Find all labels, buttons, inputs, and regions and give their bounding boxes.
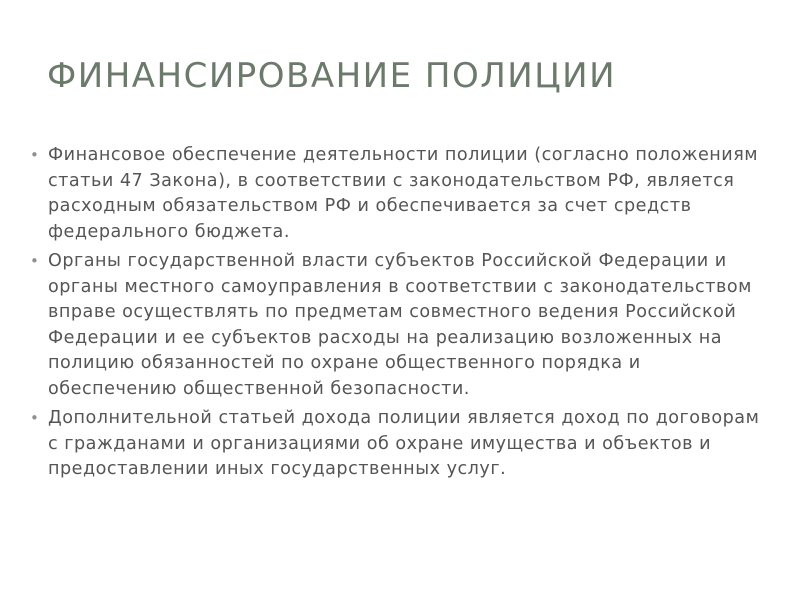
bullet-item bbox=[30, 249, 765, 402]
bullet-item bbox=[30, 143, 765, 245]
bullet-text: Финансовое обеспечение деятельности полиции (согласно положениям статьи 47 Закона), в соответствии с законодательством РФ, является расходным обязательством РФ и обеспечивается за счет средств федерального бюджета. bbox=[48, 145, 759, 242]
slide-title: ФИНАНСИРОВАНИЕ ПОЛИЦИИ bbox=[47, 56, 616, 96]
bullet-marker-icon: • bbox=[30, 409, 40, 427]
bullet-item bbox=[30, 406, 765, 483]
bullet-list bbox=[30, 143, 765, 487]
bullet-text: Дополнительной статьей дохода полиции является доход по договорам с гражданами и организациями об охране имущества и объектов и предоставлении иных государственных услуг. bbox=[48, 408, 760, 479]
bullet-marker-icon: • bbox=[30, 252, 40, 270]
bullet-marker-icon: • bbox=[30, 146, 40, 164]
bullet-text: Органы государственной власти субъектов Российской Федерации и органы местного самоуправления в соответствии с законодательством вправе осуществлять по предметам совместного ведения Российской Федерации и ее субъектов расходы на реализацию возложенных на полицию обязанностей по охране общественного порядка и обеспечению общественной безопасности. bbox=[48, 251, 752, 399]
